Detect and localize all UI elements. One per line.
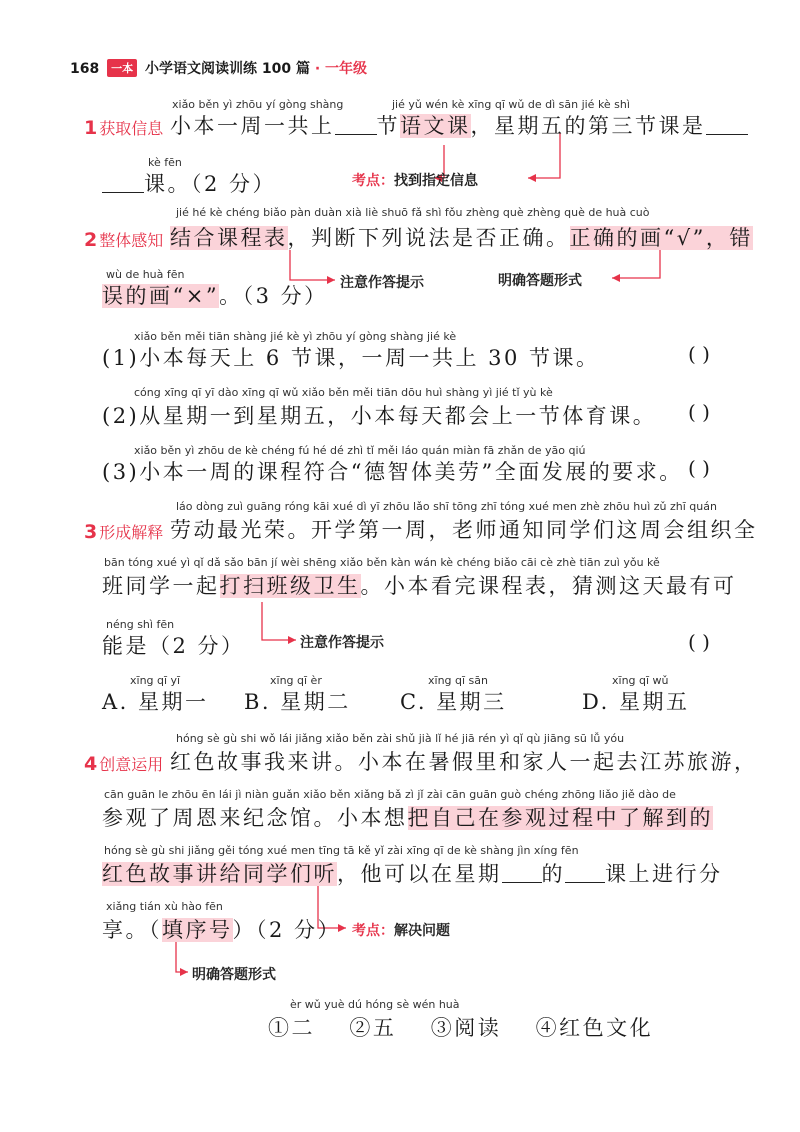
q3-option-a[interactable]: A. 星期一	[102, 690, 209, 714]
q3-text-2c: 。小本看完课程表，猜测这天最有可	[360, 574, 737, 598]
q4-choices-pinyin: èr wǔ yuè dú hóng sè wén huà	[290, 998, 460, 1011]
q3-pinyin-3: néng shì fēn	[106, 618, 175, 631]
q2-item2-text: (2)从星期一到星期五，小本每天都会上一节体育课。	[102, 404, 657, 428]
q1-note	[352, 170, 478, 190]
q4-label	[84, 752, 163, 775]
q2-highlight-1: 结合课程表	[170, 226, 288, 250]
q1-highlight-1: 语文课	[400, 114, 471, 138]
q2-pinyin-2: wù de huà fēn	[106, 268, 185, 281]
q3-highlight-1: 打扫班级卫生	[219, 574, 361, 598]
q1-pinyin-1a: xiǎo běn yì zhōu yí gòng shàng	[172, 98, 344, 111]
q2-item1-text: (1)小本每天上 6 节课，一周一共上 30 节课。	[102, 346, 600, 370]
q1-text-1b: 节	[376, 114, 400, 138]
q4-line-4	[102, 914, 341, 944]
q3-label	[84, 520, 163, 543]
q4-highlight-3: 填序号	[162, 918, 233, 942]
q2-note-2: 明确答题形式	[498, 273, 582, 289]
q4-text-3b: ，他可以在星期	[337, 862, 502, 886]
q4-text-4a: 享。（	[102, 918, 162, 942]
q3-option-b[interactable]: B. 星期二	[244, 690, 351, 714]
q1-note-key: 考点：	[352, 173, 394, 189]
q4-choice-3[interactable]: ③阅读	[430, 1016, 502, 1040]
q3-optA-pinyin: xīng qī yī	[130, 674, 181, 687]
q1-pinyin-1b: jié yǔ wén kè xīng qī wǔ de dì sān jié kè shì	[392, 98, 630, 111]
q4-pinyin-1: hóng sè gù shi wǒ lái jiǎng xiǎo běn zài shǔ jià lǐ hé jiā rén yì qǐ qù jiāng sū lǚ yóu	[176, 732, 625, 745]
q3-note: 注意作答提示	[300, 635, 384, 651]
q1-label	[84, 116, 163, 139]
q4-note-2: 明确答题形式	[192, 967, 276, 983]
q4-highlight-2: 红色故事讲给同学们听	[102, 862, 337, 886]
q2-highlight-2: 正确的画“√”，错	[569, 226, 753, 250]
q3-number: 3	[84, 521, 98, 543]
q3-pinyin-1: láo dòng zuì guāng róng kāi xué dì yī zhōu lǎo shī tōng zhī tóng xué men zhè zhōu huì zǔ zhī quán	[176, 500, 717, 513]
q4-text-3c: 的	[541, 862, 565, 886]
q4-pinyin-3: hóng sè gù shi jiǎng gěi tóng xué men tīng tā kě yǐ zài xīng qī de kè shàng jìn xíng fēn	[104, 844, 579, 857]
q4-choice-2[interactable]: ②五	[349, 1016, 397, 1040]
q3-skill: 形成解释	[99, 523, 164, 542]
q2-label	[84, 228, 163, 251]
q4-text-4c: ）（2 分）	[232, 918, 342, 942]
header-dot: ·	[314, 61, 321, 77]
q3-pinyin-2: bān tóng xué yì qǐ dǎ sǎo bān jí wèi shēng xiǎo běn kàn wán kè chéng biǎo cāi cè zhè tiān zuì yǒu kě	[104, 556, 660, 569]
q2-pinyin-1: jié hé kè chéng biǎo pàn duàn xià liè shuō fǎ shì fǒu zhèng què zhèng què de huà cuò	[176, 206, 650, 219]
q3-line-2	[102, 570, 737, 600]
q4-number: 4	[84, 753, 98, 775]
q3-answer-box[interactable]: ( )	[688, 630, 710, 654]
q1-note-text: 找到指定信息	[394, 173, 478, 189]
q2-item3-answer-box[interactable]: ( )	[688, 456, 710, 480]
q4-highlight-1: 把自己在参观过程中了解到的	[407, 806, 713, 830]
q4-text-2a: 参观了周恩来纪念馆。小本想	[102, 806, 408, 830]
q4-note-key: 考点：	[352, 923, 394, 939]
q4-text-3d: 课上进行分	[605, 862, 723, 886]
q2-item2-pinyin: cóng xīng qī yī dào xīng qī wǔ xiǎo běn měi tiān dōu huì shàng yì jié tǐ yù kè	[134, 386, 553, 399]
q4-note-text: 解决问题	[394, 923, 450, 939]
q3-line-3: 能是（2 分）	[102, 634, 245, 658]
brand-badge: 一本	[107, 59, 137, 77]
q3-option-c[interactable]: C. 星期三	[400, 690, 507, 714]
q2-number: 2	[84, 229, 98, 251]
q1-pinyin-2: kè fēn	[148, 156, 182, 169]
q2-highlight-3: 误的画“×”	[102, 284, 220, 308]
q3-line-1: 劳动最光荣。开学第一周，老师通知同学们这周会组织全	[170, 518, 758, 542]
q4-note	[352, 920, 450, 940]
q2-item2-answer-box[interactable]: ( )	[688, 400, 710, 424]
q2-text-1b: ，判断下列说法是否正确。	[287, 226, 570, 250]
q4-skill: 创意运用	[99, 755, 164, 774]
q4-choices	[268, 1012, 653, 1042]
q4-line-2	[102, 802, 713, 832]
q4-choice-1[interactable]: ①二	[268, 1016, 315, 1040]
q1-blank-2[interactable]	[706, 116, 748, 135]
q2-item3-pinyin: xiǎo běn yì zhōu de kè chéng fú hé dé zhì tǐ měi láo quán miàn fā zhǎn de yāo qiú	[134, 444, 586, 457]
q3-text-2a: 班同学一起	[102, 574, 220, 598]
q3-optC-pinyin: xīng qī sān	[428, 674, 488, 687]
q2-text-2b: 。（3 分）	[219, 284, 328, 308]
q1-text-1d: ，星期五的第三节课是	[470, 114, 706, 138]
q4-blank-2[interactable]	[565, 864, 605, 883]
q4-line-3	[102, 858, 723, 888]
q2-item1-answer-box[interactable]: ( )	[688, 342, 710, 366]
q1-line-1	[170, 110, 748, 140]
q2-note-1: 注意作答提示	[340, 275, 424, 291]
q4-choice-4[interactable]: ④红色文化	[535, 1016, 654, 1040]
book-title: 小学语文阅读训练 100 篇	[144, 61, 310, 77]
q1-number: 1	[84, 117, 98, 139]
q1-text-1a: 小本一周一共上	[170, 114, 335, 138]
q1-blank-1[interactable]	[335, 116, 377, 135]
q3-option-d[interactable]: D. 星期五	[582, 690, 690, 714]
q2-skill: 整体感知	[99, 231, 164, 250]
q1-line-2	[102, 168, 276, 198]
q3-optD-pinyin: xīng qī wǔ	[612, 674, 669, 687]
q4-line-1: 红色故事我来讲。小本在暑假里和家人一起去江苏旅游，	[170, 750, 758, 774]
q3-optB-pinyin: xīng qī èr	[270, 674, 322, 687]
q1-blank-3[interactable]	[102, 174, 144, 193]
q2-line-2	[102, 280, 328, 310]
grade-label: 一年级	[325, 61, 368, 77]
q4-blank-1[interactable]	[502, 864, 542, 883]
q1-skill: 获取信息	[99, 119, 164, 138]
q4-pinyin-2: cān guān le zhōu ēn lái jì niàn guǎn xiǎo běn xiǎng bǎ zì jǐ zài cān guān guò chéng zhōng liǎo jiě dào de	[104, 788, 676, 801]
q2-line-1	[170, 222, 753, 252]
q2-item3-text: (3)小本一周的课程符合“德智体美劳”全面发展的要求。	[102, 460, 683, 484]
page-number: 168	[70, 61, 100, 77]
q4-pinyin-4: xiǎng tián xù hào fēn	[106, 900, 223, 913]
q1-text-2: 课。（2 分）	[144, 172, 277, 196]
q2-item1-pinyin: xiǎo běn měi tiān shàng jié kè yì zhōu yí gòng shàng jié kè	[134, 330, 457, 343]
